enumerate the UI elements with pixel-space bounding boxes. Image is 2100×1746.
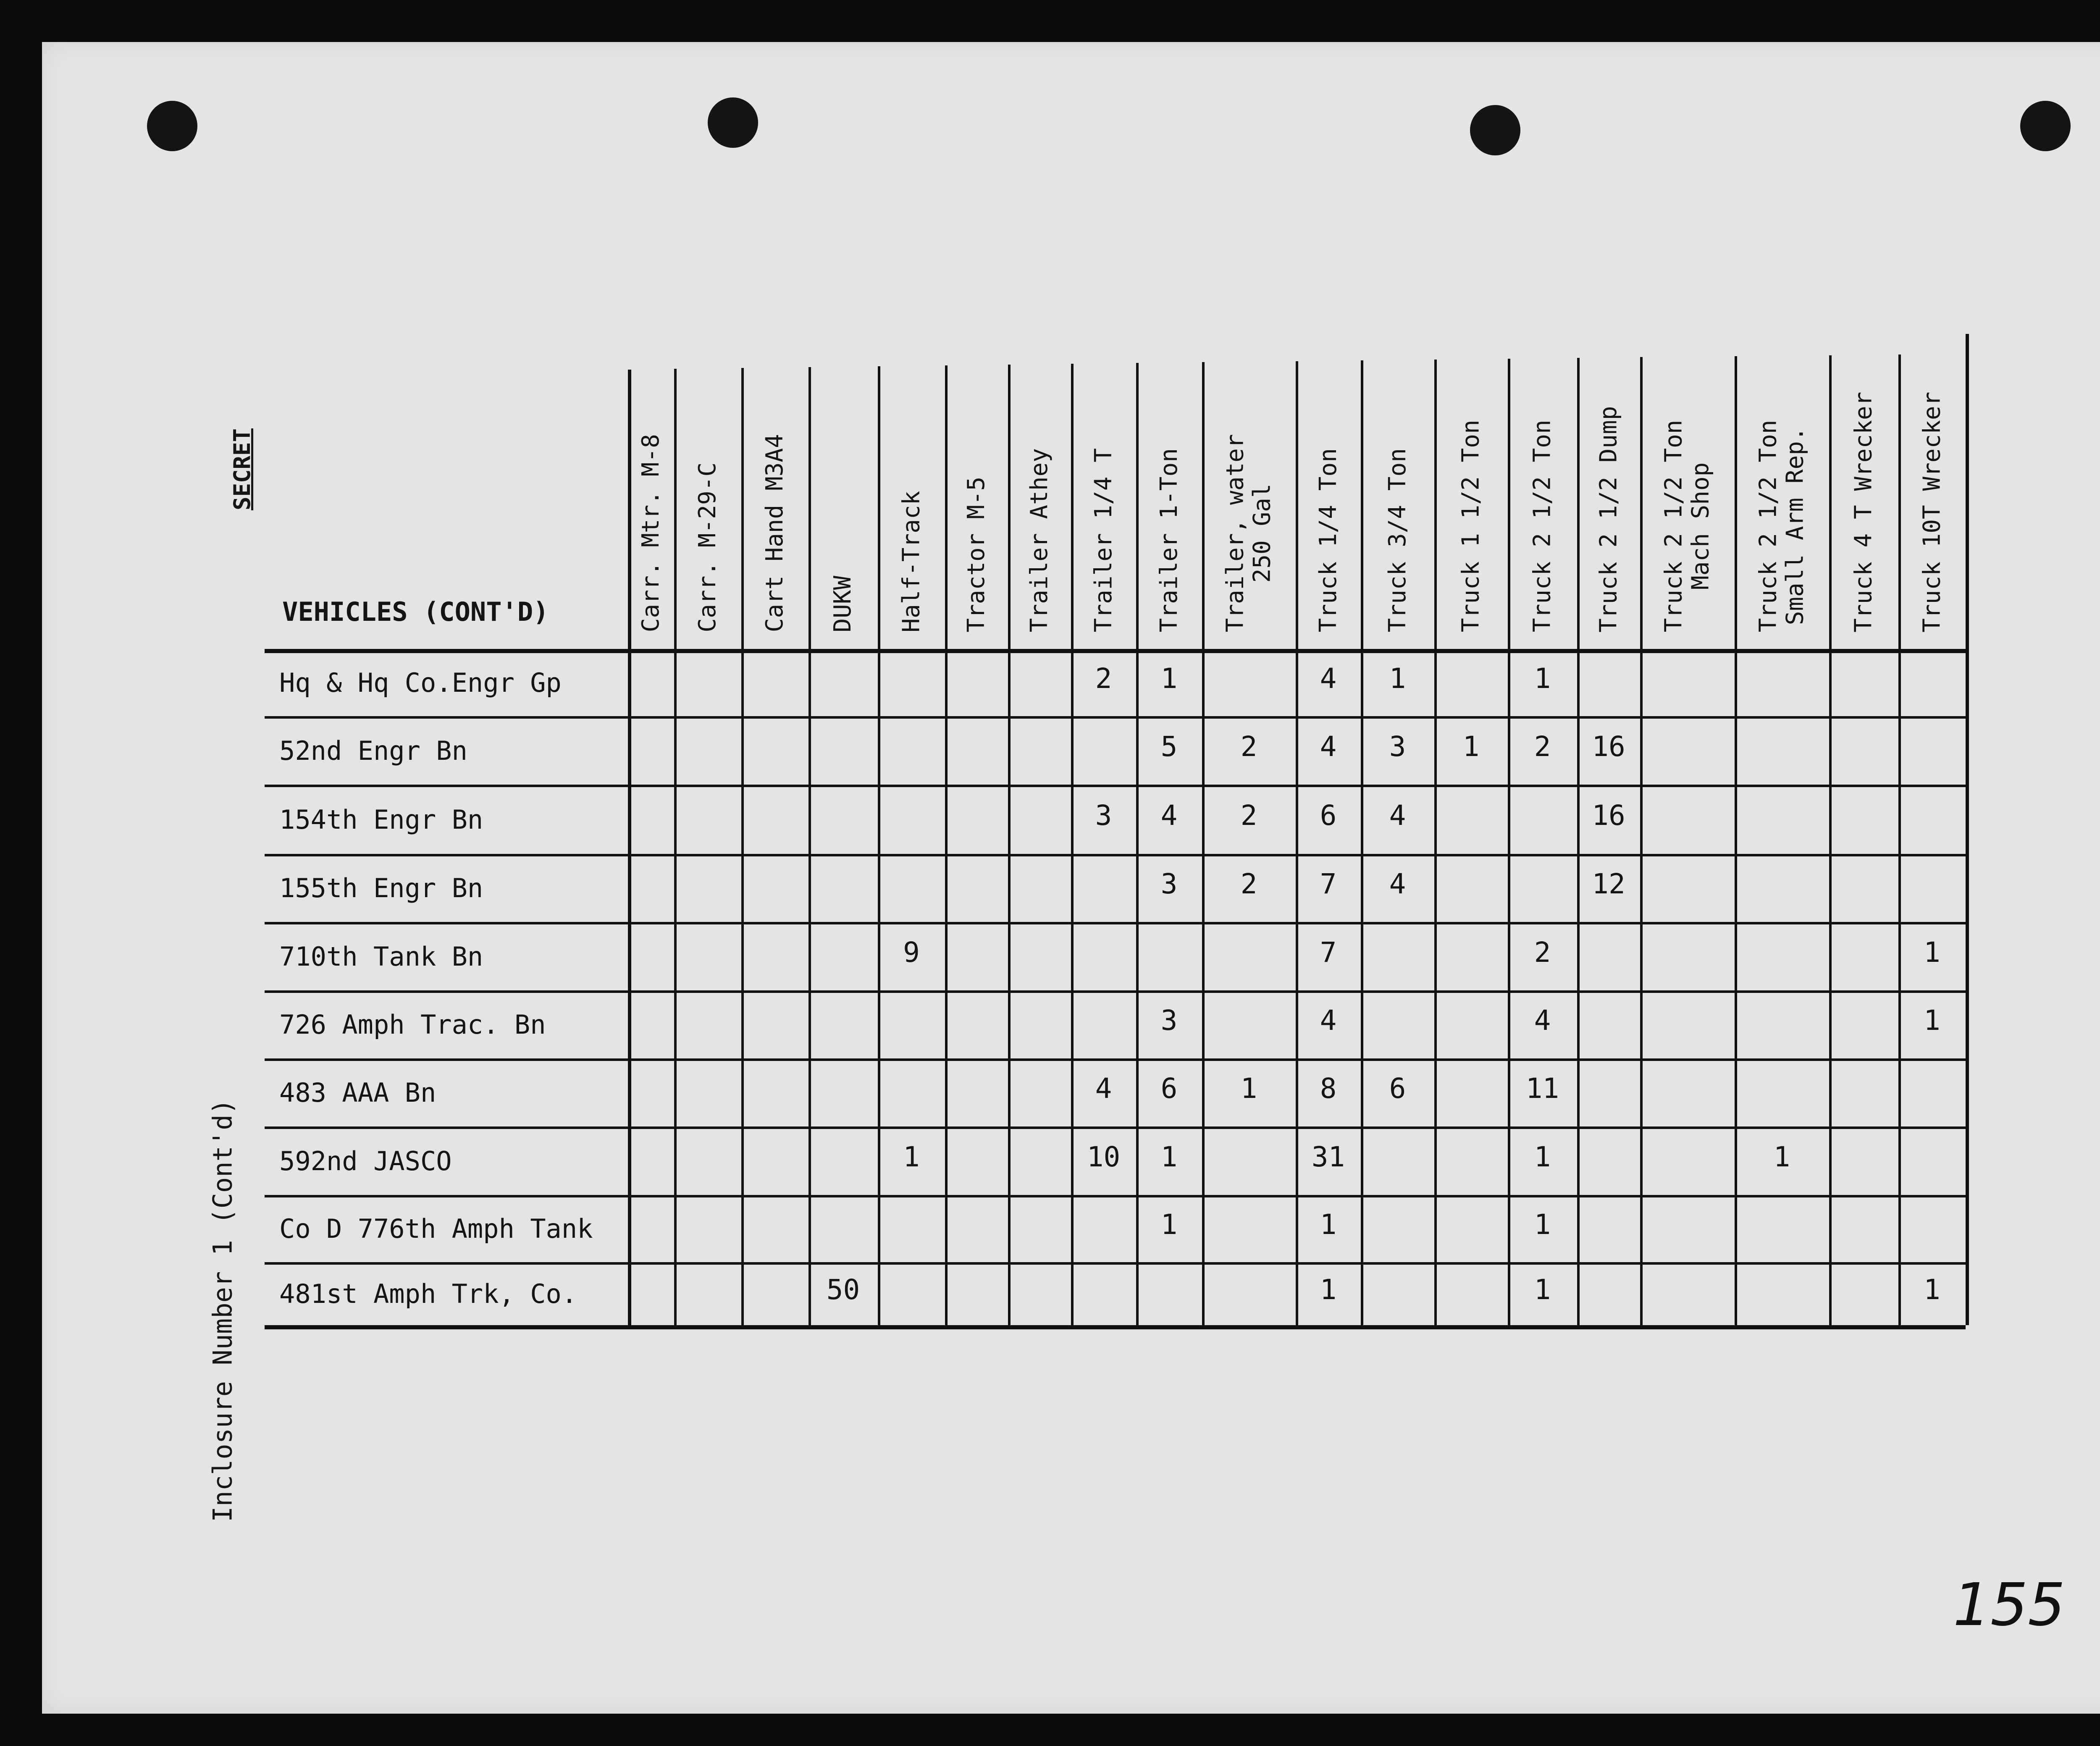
row-label: 710th Tank Bn: [279, 941, 483, 972]
table-column-rule: [1071, 364, 1074, 1325]
table-column-rule: [628, 370, 631, 1325]
table-rule: [265, 854, 1966, 856]
column-header: Truck 2 1/2 Ton: [1528, 420, 1556, 633]
row-label: Hq & Hq Co.Engr Gp: [279, 667, 562, 698]
table-cell: 2: [1240, 868, 1257, 900]
row-label: 592nd JASCO: [279, 1145, 452, 1176]
table-cell: 1: [1320, 1273, 1337, 1306]
table-cell: 1: [1534, 1140, 1551, 1173]
table-cell: 8: [1320, 1072, 1337, 1105]
table-column-rule: [1361, 360, 1363, 1325]
table-cell: 1: [1320, 1208, 1337, 1241]
page-number: 155: [1953, 1571, 2066, 1639]
table-column-rule: [1296, 361, 1298, 1325]
table-cell: 50: [826, 1273, 860, 1306]
row-label: 726 Amph Trac. Bn: [279, 1009, 546, 1040]
table-cell: 4: [1320, 662, 1337, 695]
table-cell: 1: [1462, 730, 1480, 763]
column-header: Tractor M-5: [962, 476, 990, 633]
table-cell: 1: [1924, 1004, 1940, 1037]
table-cell: 16: [1592, 799, 1625, 832]
table-rule: [265, 922, 1966, 924]
table-rule: [265, 1325, 1966, 1329]
table-column-rule: [1966, 334, 1969, 1325]
column-header: Cart Hand M3A4: [761, 434, 788, 633]
table-cell: 12: [1592, 868, 1625, 900]
row-label: 155th Engr Bn: [279, 873, 483, 903]
column-header: Trailer, water 250 Gal: [1221, 433, 1276, 632]
table-cell: 1: [1773, 1140, 1790, 1173]
table-cell: 4: [1320, 730, 1337, 763]
row-label: 52nd Engr Bn: [279, 735, 467, 766]
table-cell: 4: [1389, 868, 1406, 900]
table-cell: 7: [1320, 936, 1337, 969]
column-header: Truck 4 T Wrecker: [1850, 391, 1877, 633]
column-header: Trailer 1-Ton: [1155, 448, 1183, 633]
column-header: Truck 3/4 Ton: [1383, 448, 1411, 633]
table-cell: 3: [1389, 730, 1406, 763]
table-column-rule: [741, 368, 744, 1325]
table-cell: 4: [1534, 1004, 1551, 1037]
table-column-rule: [1434, 360, 1437, 1325]
inclosure-label: Inclosure Number 1 (Cont'd): [207, 1099, 238, 1522]
column-header: Truck 2 1/2 Dump: [1595, 405, 1622, 633]
table-cell: 1: [1924, 936, 1940, 969]
table-cell: 10: [1087, 1140, 1121, 1173]
column-header: Carr. M-29-C: [693, 462, 721, 632]
table-cell: 4: [1320, 1004, 1337, 1037]
table-cell: 6: [1160, 1072, 1178, 1105]
table-column-rule: [1202, 362, 1205, 1325]
table-cell: 3: [1095, 799, 1112, 832]
table-rule: [265, 1126, 1966, 1129]
row-label: Co D 776th Amph Tank: [279, 1213, 593, 1244]
table-cell: 1: [1924, 1273, 1940, 1306]
table-column-rule: [1640, 357, 1643, 1325]
row-label: 483 AAA Bn: [279, 1077, 436, 1108]
column-header: Truck 10T Wrecker: [1918, 391, 1945, 633]
table-cell: 4: [1095, 1072, 1112, 1105]
table-cell: 4: [1389, 799, 1406, 832]
table-column-rule: [808, 367, 811, 1325]
column-header: Carr. Mtr. M-8: [637, 434, 664, 633]
table-column-rule: [1898, 354, 1901, 1325]
table-rule: [265, 990, 1966, 993]
table-cell: 2: [1534, 730, 1551, 763]
table-column-rule: [1136, 363, 1139, 1325]
table-cell: 1: [1160, 662, 1178, 695]
column-header: Trailer 1/4 T: [1089, 448, 1117, 633]
table-cell: 1: [1534, 662, 1551, 695]
table-cell: 16: [1592, 730, 1625, 763]
table-column-rule: [1008, 365, 1011, 1325]
column-header: Truck 2 1/2 Ton Small Arm Rep.: [1754, 420, 1809, 632]
row-label: 154th Engr Bn: [279, 804, 483, 835]
table-cell: 2: [1240, 799, 1257, 832]
table-cell: 9: [903, 936, 920, 969]
table-cell: 31: [1311, 1140, 1345, 1173]
table-cell: 2: [1534, 936, 1551, 969]
table-column-rule: [945, 365, 948, 1325]
table-cell: 3: [1160, 1004, 1178, 1037]
table-rule: [265, 1262, 1966, 1265]
table-cell: 6: [1389, 1072, 1406, 1105]
classification-marking: SECRET: [229, 428, 255, 510]
table-cell: 1: [1240, 1072, 1257, 1105]
table-cell: 1: [1534, 1208, 1551, 1241]
table-rule: [265, 1195, 1966, 1197]
table-column-rule: [1829, 355, 1832, 1325]
table-rule: [265, 1058, 1966, 1061]
table-cell: 2: [1095, 662, 1112, 695]
table-cell: 11: [1525, 1072, 1559, 1105]
column-header: Truck 1/4 Ton: [1314, 448, 1342, 633]
table-cell: 2: [1240, 730, 1257, 763]
column-header: Trailer Athey: [1025, 448, 1053, 633]
table-cell: 5: [1160, 730, 1178, 763]
table-cell: 1: [1160, 1140, 1178, 1173]
table-column-rule: [1735, 356, 1737, 1325]
table-cell: 4: [1160, 799, 1178, 832]
column-header: DUKW: [829, 575, 857, 633]
table-rule: [265, 649, 1966, 653]
table-cell: 7: [1320, 868, 1337, 900]
table-cell: 1: [903, 1140, 920, 1173]
table-column-rule: [1577, 358, 1580, 1325]
table-cell: 1: [1389, 662, 1406, 695]
table-cell: 1: [1534, 1273, 1551, 1306]
table-title: VEHICLES (CONT'D): [282, 596, 549, 627]
row-label: 481st Amph Trk, Co.: [279, 1279, 578, 1309]
table-column-rule: [878, 366, 880, 1325]
table-cell: 6: [1320, 799, 1337, 832]
table-column-rule: [1508, 359, 1510, 1325]
column-header: Truck 2 1/2 Ton Mach Shop: [1659, 420, 1714, 632]
table-rule: [265, 785, 1966, 787]
column-header: Truck 1 1/2 Ton: [1457, 420, 1485, 633]
table-cell: 1: [1160, 1208, 1178, 1241]
table-cell: 3: [1160, 868, 1178, 900]
table-rule: [265, 716, 1966, 719]
column-header: Half-Track: [897, 491, 925, 633]
table-column-rule: [674, 369, 677, 1325]
